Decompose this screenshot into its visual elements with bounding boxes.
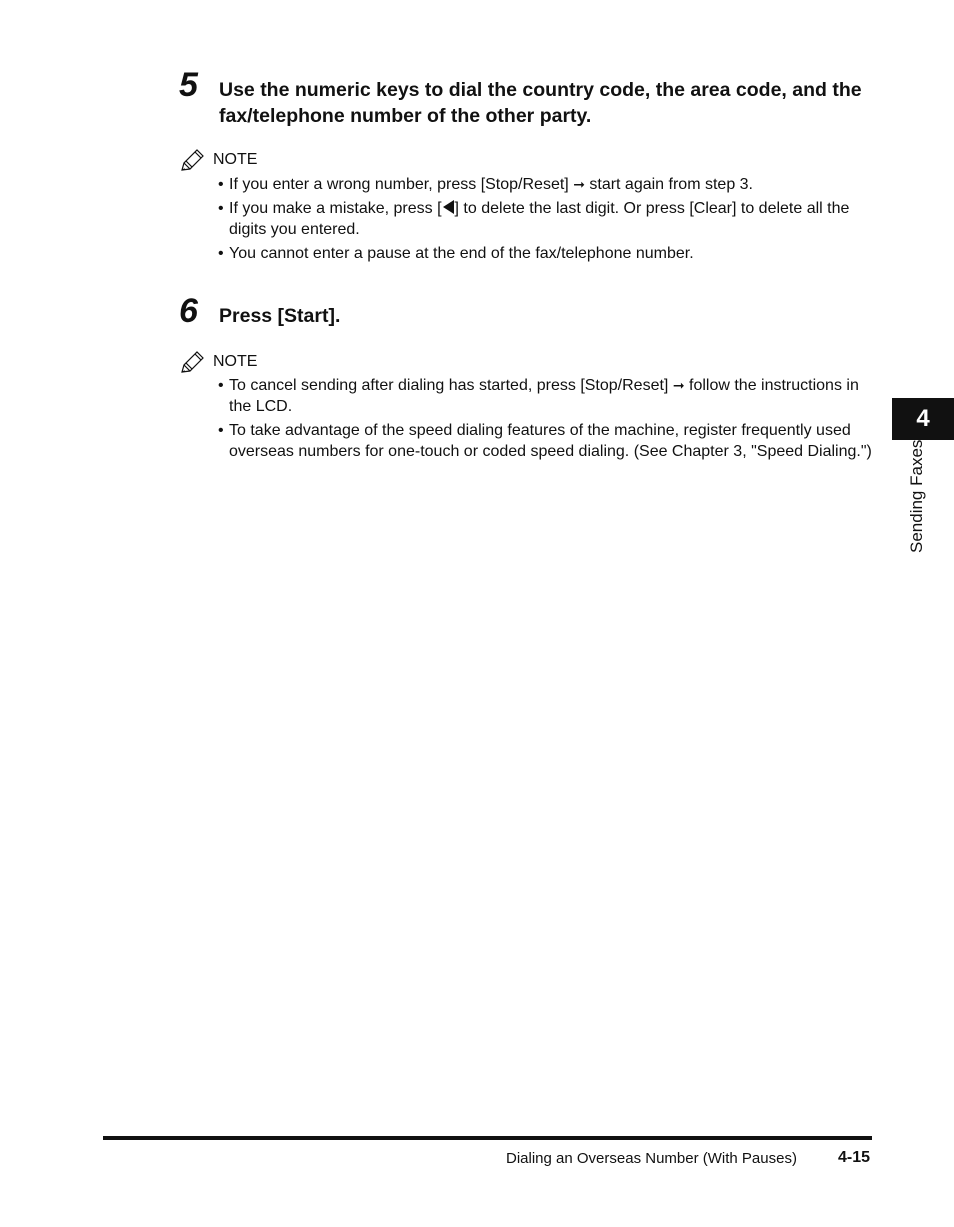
note-item <box>218 420 872 462</box>
note-text: To cancel sending after dialing has started, press [Stop/Reset] <box>229 377 673 394</box>
note-text: If you make a mistake, press [ <box>229 200 442 217</box>
footer-divider <box>103 1136 872 1140</box>
note-item <box>218 198 872 240</box>
footer-section-title: Dialing an Overseas Number (With Pauses) <box>506 1150 797 1167</box>
note-item <box>218 174 872 195</box>
note-header <box>180 350 257 374</box>
step-number-6: 6 <box>179 292 198 330</box>
chapter-number-tab: 4 <box>892 398 954 440</box>
note-list <box>218 375 872 465</box>
step-number-5: 5 <box>179 66 198 104</box>
bullet: • <box>218 176 224 193</box>
note-item <box>218 243 872 264</box>
note-item <box>218 375 872 417</box>
page-number: 4-15 <box>838 1149 871 1166</box>
note-list <box>218 174 872 267</box>
step-5-instruction: Use the numeric keys to dial the country code, the area code, and the fax/telephone number of the other party. <box>219 79 862 127</box>
chapter-title: Sending Faxes <box>907 439 926 553</box>
note-label: NOTE <box>213 151 258 168</box>
right-arrow-icon: ➞ <box>672 377 685 393</box>
bullet: • <box>218 200 224 217</box>
right-arrow-icon: ➞ <box>573 176 585 192</box>
bullet: • <box>218 377 224 394</box>
triangle-left-icon <box>443 200 454 214</box>
note-text: follow the instructions in the LCD. <box>229 377 859 415</box>
note-text: You cannot enter a pause at the end of the fax/telephone number. <box>229 245 694 262</box>
pencil-icon <box>180 350 206 374</box>
step-6-instruction: Press [Start]. <box>219 305 341 327</box>
bullet: • <box>218 422 224 439</box>
pencil-icon <box>180 148 206 172</box>
note-label: NOTE <box>213 353 258 370</box>
note-text: If you enter a wrong number, press [Stop/Reset] <box>229 176 574 193</box>
note-header <box>180 148 257 172</box>
bullet: • <box>218 245 224 262</box>
note-text: ] to delete the last digit. Or press [Clear] to delete all the digits you entered. <box>229 200 850 238</box>
note-text: start again from step 3. <box>584 176 753 193</box>
note-text: To take advantage of the speed dialing features of the machine, register frequently used overseas numbers for one-touch or coded speed dialing. (See Chapter 3, "Speed Dialing.") <box>229 422 872 460</box>
